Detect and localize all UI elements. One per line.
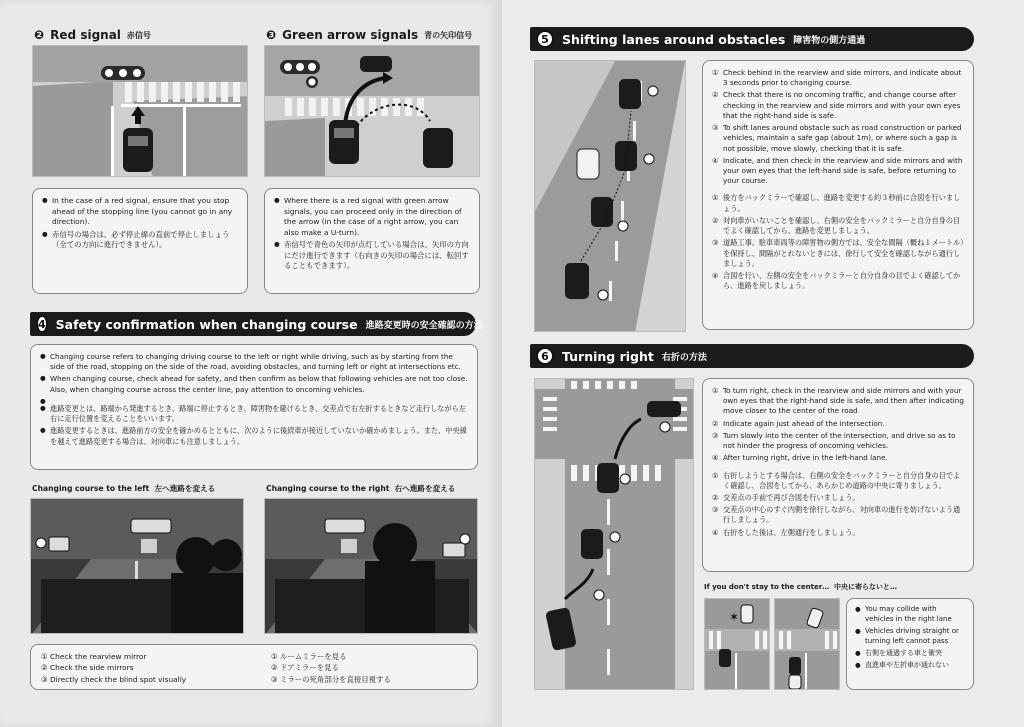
left-page <box>0 0 500 727</box>
safety-title-jp: 進路変更時の安全確認の方法 <box>365 320 483 331</box>
shifting-title-jp: 障害物の側方通過 <box>793 35 866 46</box>
shifting-section-bar <box>530 27 974 51</box>
center-illustration-2 <box>774 598 840 690</box>
step-number: ④ <box>712 527 719 537</box>
shifting-title: Shifting lanes around obstacles <box>562 31 786 47</box>
step-number: ③ <box>712 123 719 133</box>
step-text: 対向車がいないことを確認し、右側の安全をバックミラーと自分自身の目でよく確認してから、進路を変更しましょう。 <box>723 215 961 236</box>
center-bullet: ● Vehicles driving straight or turning left cannot pass <box>855 627 965 647</box>
step-text: 道路工事、駐車車両等の障害物の側方では、安全な間隔（概ね１メートル）を保持し、間隔がとれないときには、徐行して安全を確認しながら通行しましょう。 <box>723 238 964 268</box>
shifting-step <box>712 123 964 154</box>
step-text: Check that there is no oncoming traffic, and change course after checking in the rearview and side mirrors and with your own eyes that the right-hand side is safe. <box>723 90 961 120</box>
step-text: To shift lanes around obstacle such as road construction or parked vehicles, maintain a safe gap (about 1m), or where such a gap is not possible, move slowly, checking that it is safe. <box>723 123 962 153</box>
step-number: ① <box>712 386 719 395</box>
step-text: 交差点の中心のすぐ内側を徐行しながら、対向車の進行を妨げないよう通行しましょう。 <box>723 505 961 525</box>
shifting-step-jp <box>712 271 964 291</box>
step-number: ④ <box>712 155 719 165</box>
step-number: ③ <box>712 430 719 440</box>
center-illustration-1 <box>704 598 770 690</box>
turning-box <box>702 378 974 572</box>
green-arrow-illustration <box>264 45 480 177</box>
turning-title-jp: 右折の方法 <box>661 352 707 363</box>
step-number: ① <box>712 193 719 203</box>
turning-step <box>712 386 964 417</box>
safety-number: 4 <box>36 315 48 333</box>
turning-title: Turning right <box>562 348 654 364</box>
step-text: Check behind in the rearview and side mirrors, and indicate about 3 seconds prior to changing course. <box>723 68 962 88</box>
step-number: ① <box>712 68 719 77</box>
shifting-step <box>712 68 964 88</box>
green-arrow-box <box>264 188 480 294</box>
shifting-step <box>712 90 964 121</box>
center-title-jp: 中央に寄らないと… <box>834 583 898 591</box>
step-number: ② <box>712 90 719 100</box>
green-arrow-heading <box>266 28 472 42</box>
step-number: ③ <box>712 505 719 515</box>
step-number: ④ <box>712 270 719 280</box>
red-signal-illustration <box>32 45 248 177</box>
check-item: ① ルームミラーを見る <box>271 652 347 661</box>
center-bullet: ● You may collide with vehicles in the right lane <box>855 605 965 625</box>
turning-section-bar <box>530 344 974 368</box>
red-signal-title: Red signal <box>50 28 121 42</box>
shifting-step-jp <box>712 193 964 213</box>
turning-step-jp <box>712 505 964 525</box>
change-left-title: Changing course to the left <box>32 484 150 493</box>
safety-bullet: ● 進路変更するときは、進路前方の安全を確かめるとともに、次のように後続車が接近していないか確かめましょう。また、中央線を越えて進路変更する場合は、対向車にも注意しましょう。 <box>40 426 468 446</box>
shifting-step-jp <box>712 216 964 236</box>
center-heading <box>704 582 897 592</box>
turning-step-jp <box>712 471 964 491</box>
turning-step <box>712 419 964 429</box>
safety-bullet: ● When changing course, check ahead for safety, and then confirm as below that following vehicles are not too close. Also, when changing course across the center line, pay attention to oncoming vehicles. <box>40 374 468 394</box>
check-item: ② Check the side mirrors <box>41 663 134 673</box>
step-text: Indicate, and then check in the rearview and side mirrors and with your own eyes that the left-hand side is safe, before returning to your course. <box>723 155 963 186</box>
change-left-illustration <box>30 498 244 634</box>
turning-step <box>712 431 964 451</box>
turning-step <box>712 453 964 463</box>
step-number: ③ <box>712 238 719 248</box>
safety-bullet: ● 進路変更とは、路端から発進するとき、路端に停止するとき、障害物を避けるとき、交差点で右左折するときなど走行しながら左右に走行位置を変えることをいいます。 <box>40 404 468 424</box>
green-arrow-title: Green arrow signals <box>282 28 419 42</box>
change-right-title-jp: 右へ進路を変える <box>394 484 456 493</box>
change-right-heading <box>266 483 455 494</box>
turning-number: 6 <box>536 347 554 365</box>
green-arrow-number: ❸ <box>266 28 277 42</box>
shifting-number: 5 <box>536 30 554 48</box>
safety-section-bar <box>30 312 483 336</box>
change-right-illustration <box>264 498 478 634</box>
step-number: ① <box>712 470 719 480</box>
red-signal-number: ❷ <box>34 28 45 42</box>
checks-en <box>41 651 186 685</box>
red-signal-title-jp: 赤信号 <box>126 30 151 40</box>
step-text: 後方をバックミラーで確認し、進路を変更する約３秒前に合図を行いましょう。 <box>723 193 961 213</box>
red-signal-heading <box>34 28 151 42</box>
step-text: 右折しようとする場合は、右側の安全をバックミラーと自分自身の目でよく確認し、合図をしてから、あらかじめ道路の中央に寄りましょう。 <box>723 470 961 490</box>
checks-box <box>30 644 478 690</box>
step-text: 合図を行い、左側の安全をバックミラーと自分自身の目でよく確認してから、進路を戻しましょう。 <box>723 270 961 291</box>
red-signal-bullet: ● 赤信号の場合は、必ず停止線の直前で停止しましょう（全ての方向に進行できません）。 <box>42 230 238 251</box>
step-text: 右折をした後は、左側通行をしましょう。 <box>723 527 860 537</box>
change-left-heading <box>32 483 215 494</box>
shifting-box <box>702 60 974 330</box>
check-item: ① Check the rearview mirror <box>41 652 147 661</box>
step-text: To turn right, check in the rearview and side mirrors and with your own eyes that the right-hand side is safe, and then after indicating move closer to the center of the road <box>723 386 964 416</box>
shifting-step <box>712 156 964 187</box>
change-right-title: Changing course to the right <box>266 484 390 493</box>
shifting-illustration <box>534 60 686 332</box>
safety-box <box>30 344 478 470</box>
red-signal-box <box>32 188 248 294</box>
safety-bullet: ● Changing course refers to changing driving course to the left or right while driving, such as by starting from the side of the road, stopping on the side of the road, avoiding obstacles, and turning left or right at intersections etc. <box>40 352 468 372</box>
spacer <box>40 397 468 402</box>
step-text: Turn slowly into the center of the intersection, and drive so as to not hinder the progress of oncoming vehicles. <box>723 430 956 451</box>
turning-step-jp <box>712 493 964 503</box>
shifting-step-jp <box>712 238 964 269</box>
center-box <box>846 598 974 690</box>
step-number: ④ <box>712 453 719 463</box>
checks-jp <box>271 651 391 685</box>
center-title: If you don't stay to the center… <box>704 583 830 591</box>
step-text: Indicate again just ahead of the intersection. <box>723 418 885 428</box>
change-left-title-jp: 左へ進路を変える <box>154 484 216 493</box>
step-number: ② <box>712 215 719 225</box>
step-text: After turning right, drive in the left-hand lane. <box>723 453 888 463</box>
green-arrow-title-jp: 青の矢印信号 <box>424 30 473 40</box>
safety-title: Safety confirmation when changing course <box>55 316 358 332</box>
step-text: 交差点の手前で再び合図を行いましょう。 <box>723 492 860 502</box>
check-item: ③ Directly check the blind spot visually <box>41 674 187 684</box>
green-arrow-bullet: ● Where there is a red signal with green arrow signals, you can proceed only in the direction of the arrow (in the case of a right arrow, you can also make a U-turn). <box>274 196 470 238</box>
check-item: ③ ミラーの死角部分を直接目視する <box>271 674 391 684</box>
red-signal-bullet: ● In the case of a red signal, ensure that you stop ahead of the stopping line (you cannot go in any direction). <box>42 196 238 228</box>
right-page <box>502 0 1024 727</box>
green-arrow-bullet: ● 赤信号で青色の矢印が点灯している場合は、矢印の方向にだけ進行できます（右向きの矢印の場合には、転回することもできます）。 <box>274 240 470 272</box>
center-bullet: ● 右側を通過する車と衝突 <box>855 649 965 659</box>
step-number: ② <box>712 418 719 428</box>
turning-illustration <box>534 378 694 690</box>
step-number: ② <box>712 492 719 502</box>
turning-step-jp <box>712 528 964 538</box>
svg-text:✶: ✶ <box>729 610 740 624</box>
center-bullet: ● 直進車や左折車が通れない <box>855 661 965 671</box>
check-item: ② ドアミラーを見る <box>271 663 339 673</box>
